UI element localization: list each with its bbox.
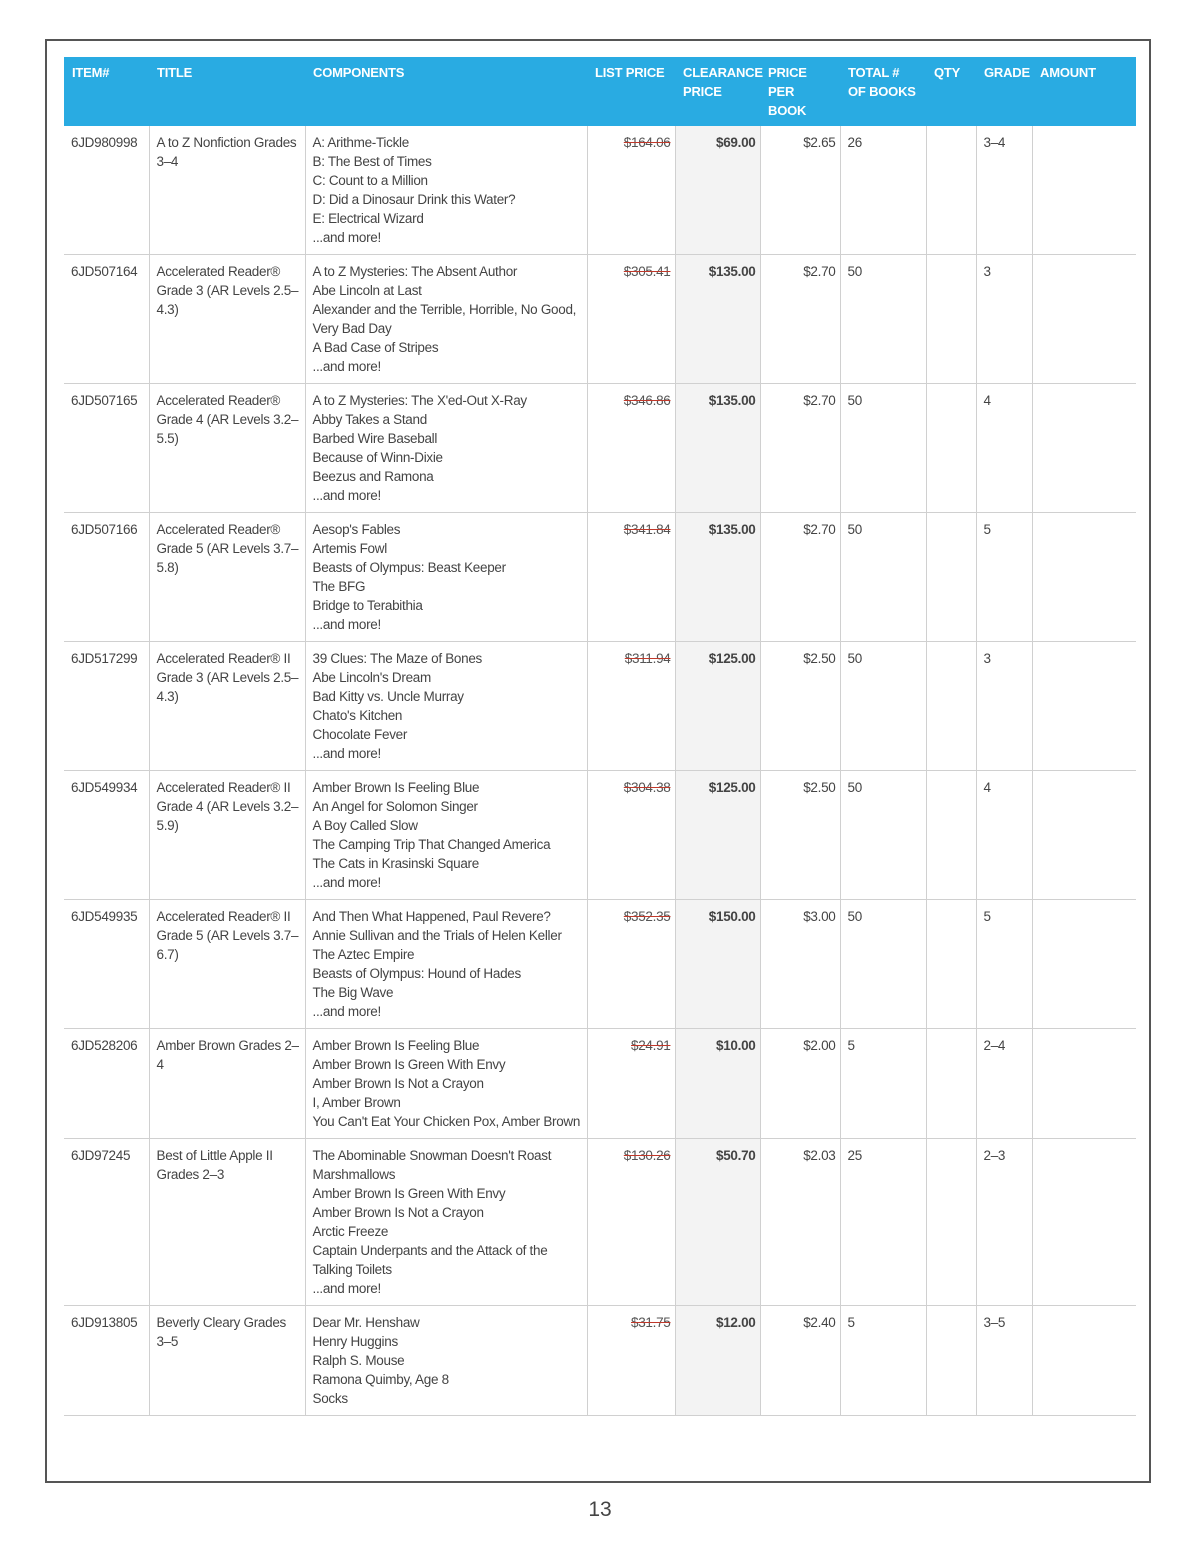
- component-item: D: Did a Dinosaur Drink this Water?: [312, 192, 516, 207]
- grade-cell: 5: [976, 900, 1032, 1029]
- catalog-table: [64, 57, 1136, 1416]
- amount-input-cell[interactable]: [1032, 1139, 1136, 1306]
- components-cell: [305, 255, 587, 384]
- component-item: Amber Brown Is Green With Envy: [312, 1057, 506, 1072]
- title-cell: Accelerated Reader® II Grade 5 (AR Levels 3.7–6.7): [149, 900, 305, 1029]
- list-price-cell: [587, 126, 675, 255]
- grade-cell: 3–4: [976, 126, 1032, 255]
- item-number-cell: 6JD549935: [64, 900, 149, 1029]
- title-cell: Accelerated Reader® Grade 5 (AR Levels 3.7–5.8): [149, 513, 305, 642]
- qty-input-cell[interactable]: [926, 642, 976, 771]
- qty-input-cell[interactable]: [926, 771, 976, 900]
- title-cell: Accelerated Reader® II Grade 4 (AR Levels 3.2–5.9): [149, 771, 305, 900]
- clearance-price-cell: $12.00: [675, 1306, 760, 1416]
- table-row: [64, 255, 1136, 384]
- component-item: Beasts of Olympus: Hound of Hades: [312, 966, 521, 981]
- item-number-cell: 6JD980998: [64, 126, 149, 255]
- component-item: You Can't Eat Your Chicken Pox, Amber Brown: [312, 1114, 581, 1129]
- clearance-price-cell: $69.00: [675, 126, 760, 255]
- component-item: ...and more!: [312, 746, 381, 761]
- component-item: Amber Brown Is Not a Crayon: [312, 1076, 484, 1091]
- component-item: Artemis Fowl: [312, 541, 387, 556]
- clearance-price-cell: $10.00: [675, 1029, 760, 1139]
- component-item: ...and more!: [312, 875, 381, 890]
- grade-cell: 5: [976, 513, 1032, 642]
- header-qty: QTY: [926, 57, 976, 126]
- component-item: C: Count to a Million: [312, 173, 428, 188]
- component-item: A to Z Mysteries: The Absent Author: [312, 264, 518, 279]
- component-item: Amber Brown Is Green With Envy: [312, 1186, 506, 1201]
- list-price-cell: [587, 1306, 675, 1416]
- clearance-price-cell: $135.00: [675, 384, 760, 513]
- component-item: Ramona Quimby, Age 8: [312, 1372, 449, 1387]
- component-item: Socks: [312, 1391, 348, 1406]
- component-item: Henry Huggins: [312, 1334, 398, 1349]
- component-item: Bad Kitty vs. Uncle Murray: [312, 689, 464, 704]
- component-item: E: Electrical Wizard: [312, 211, 424, 226]
- component-item: The Abominable Snowman Doesn't Roast Marshmallows: [312, 1148, 552, 1182]
- total-books-cell: 50: [840, 900, 926, 1029]
- header-item: ITEM#: [64, 57, 149, 126]
- component-item: Chato's Kitchen: [312, 708, 403, 723]
- amount-input-cell[interactable]: [1032, 1029, 1136, 1139]
- table-row: [64, 1029, 1136, 1139]
- list-price-strikethrough: $346.86: [623, 393, 671, 408]
- clearance-price-cell: $125.00: [675, 771, 760, 900]
- list-price-cell: [587, 642, 675, 771]
- list-price-strikethrough: $31.75: [631, 1315, 671, 1330]
- item-number-cell: 6JD517299: [64, 642, 149, 771]
- components-cell: [305, 900, 587, 1029]
- component-item: The Camping Trip That Changed America: [312, 837, 551, 852]
- total-books-cell: 50: [840, 255, 926, 384]
- grade-cell: 3–5: [976, 1306, 1032, 1416]
- component-item: ...and more!: [312, 488, 381, 503]
- components-cell: [305, 1139, 587, 1306]
- title-cell: Accelerated Reader® Grade 4 (AR Levels 3.2–5.5): [149, 384, 305, 513]
- table-row: [64, 771, 1136, 900]
- component-item: Annie Sullivan and the Trials of Helen Keller: [312, 928, 562, 943]
- component-item: Amber Brown Is Not a Crayon: [312, 1205, 484, 1220]
- price-per-book-cell: $2.03: [760, 1139, 840, 1306]
- table-row: [64, 642, 1136, 771]
- component-item: Abe Lincoln's Dream: [312, 670, 431, 685]
- list-price-strikethrough: $352.35: [623, 909, 671, 924]
- component-item: B: The Best of Times: [312, 154, 432, 169]
- component-item: Dear Mr. Henshaw: [312, 1315, 420, 1330]
- list-price-strikethrough: $24.91: [631, 1038, 671, 1053]
- page-number: 13: [588, 1498, 612, 1521]
- price-per-book-cell: $2.70: [760, 384, 840, 513]
- list-price-strikethrough: $341.84: [623, 522, 671, 537]
- price-per-book-cell: $3.00: [760, 900, 840, 1029]
- list-price-strikethrough: $311.94: [624, 651, 671, 666]
- list-price-strikethrough: $305.41: [623, 264, 671, 279]
- component-item: 39 Clues: The Maze of Bones: [312, 651, 483, 666]
- clearance-price-cell: $150.00: [675, 900, 760, 1029]
- list-price-cell: [587, 513, 675, 642]
- component-item: Because of Winn-Dixie: [312, 450, 443, 465]
- total-books-cell: 50: [840, 513, 926, 642]
- header-list-price: LIST PRICE: [587, 57, 675, 126]
- component-item: Captain Underpants and the Attack of the Talking Toilets: [312, 1243, 548, 1277]
- list-price-strikethrough: $164.06: [623, 135, 671, 150]
- list-price-strikethrough: $304.38: [623, 780, 671, 795]
- list-price-cell: [587, 1139, 675, 1306]
- amount-input-cell[interactable]: [1032, 255, 1136, 384]
- header-grade: GRADE: [976, 57, 1032, 126]
- price-per-book-cell: $2.50: [760, 771, 840, 900]
- total-books-cell: 50: [840, 642, 926, 771]
- qty-input-cell[interactable]: [926, 126, 976, 255]
- list-price-strikethrough: $130.26: [623, 1148, 671, 1163]
- component-item: An Angel for Solomon Singer: [312, 799, 478, 814]
- component-item: Amber Brown Is Feeling Blue: [312, 1038, 480, 1053]
- table-row: [64, 513, 1136, 642]
- component-item: Aesop's Fables: [312, 522, 401, 537]
- header-amount: AMOUNT: [1032, 57, 1136, 126]
- total-books-cell: 26: [840, 126, 926, 255]
- component-item: ...and more!: [312, 230, 381, 245]
- list-price-cell: [587, 900, 675, 1029]
- component-item: Abe Lincoln at Last: [312, 283, 422, 298]
- component-item: Ralph S. Mouse: [312, 1353, 405, 1368]
- title-cell: Accelerated Reader® II Grade 3 (AR Levels 2.5–4.3): [149, 642, 305, 771]
- table-header-row: [64, 57, 1136, 126]
- amount-input-cell[interactable]: [1032, 384, 1136, 513]
- title-cell: A to Z Nonfiction Grades 3–4: [149, 126, 305, 255]
- component-item: A Boy Called Slow: [312, 818, 418, 833]
- table-row: [64, 384, 1136, 513]
- price-per-book-cell: $2.70: [760, 255, 840, 384]
- total-books-cell: 50: [840, 771, 926, 900]
- component-item: A Bad Case of Stripes: [312, 340, 439, 355]
- header-price-per-book: PRICE PER BOOK: [760, 57, 840, 126]
- component-item: Beezus and Ramona: [312, 469, 434, 484]
- qty-input-cell[interactable]: [926, 384, 976, 513]
- amount-input-cell[interactable]: [1032, 1306, 1136, 1416]
- list-price-cell: [587, 255, 675, 384]
- components-cell: [305, 513, 587, 642]
- components-cell: [305, 1029, 587, 1139]
- grade-cell: 3: [976, 642, 1032, 771]
- qty-input-cell[interactable]: [926, 900, 976, 1029]
- component-item: A: Arithme-Tickle: [312, 135, 409, 150]
- grade-cell: 4: [976, 771, 1032, 900]
- qty-input-cell[interactable]: [926, 1139, 976, 1306]
- item-number-cell: 6JD913805: [64, 1306, 149, 1416]
- component-item: Bridge to Terabithia: [312, 598, 423, 613]
- total-books-cell: 50: [840, 384, 926, 513]
- clearance-price-cell: $135.00: [675, 255, 760, 384]
- header-total-books: TOTAL # OF BOOKS: [840, 57, 926, 126]
- item-number-cell: 6JD97245: [64, 1139, 149, 1306]
- amount-input-cell[interactable]: [1032, 642, 1136, 771]
- table-row: [64, 1306, 1136, 1416]
- component-item: Arctic Freeze: [312, 1224, 389, 1239]
- clearance-price-cell: $50.70: [675, 1139, 760, 1306]
- table-row: [64, 1139, 1136, 1306]
- total-books-cell: 5: [840, 1029, 926, 1139]
- list-price-cell: [587, 384, 675, 513]
- component-item: And Then What Happened, Paul Revere?: [312, 909, 551, 924]
- item-number-cell: 6JD507165: [64, 384, 149, 513]
- title-cell: Amber Brown Grades 2–4: [149, 1029, 305, 1139]
- header-components: COMPONENTS: [305, 57, 587, 126]
- components-cell: [305, 126, 587, 255]
- table-row: [64, 900, 1136, 1029]
- component-item: ...and more!: [312, 617, 381, 632]
- total-books-cell: 5: [840, 1306, 926, 1416]
- amount-input-cell[interactable]: [1032, 513, 1136, 642]
- component-item: The Big Wave: [312, 985, 394, 1000]
- grade-cell: 2–3: [976, 1139, 1032, 1306]
- component-item: Barbed Wire Baseball: [312, 431, 438, 446]
- component-item: The Cats in Krasinski Square: [312, 856, 479, 871]
- title-cell: Accelerated Reader® Grade 3 (AR Levels 2.5–4.3): [149, 255, 305, 384]
- item-number-cell: 6JD549934: [64, 771, 149, 900]
- title-cell: Best of Little Apple II Grades 2–3: [149, 1139, 305, 1306]
- price-per-book-cell: $2.65: [760, 126, 840, 255]
- grade-cell: 4: [976, 384, 1032, 513]
- qty-input-cell[interactable]: [926, 1306, 976, 1416]
- grade-cell: 2–4: [976, 1029, 1032, 1139]
- amount-input-cell[interactable]: [1032, 900, 1136, 1029]
- components-cell: [305, 384, 587, 513]
- component-item: Chocolate Fever: [312, 727, 408, 742]
- qty-input-cell[interactable]: [926, 513, 976, 642]
- clearance-price-cell: $135.00: [675, 513, 760, 642]
- component-item: The BFG: [312, 579, 366, 594]
- item-number-cell: 6JD507164: [64, 255, 149, 384]
- title-cell: Beverly Cleary Grades 3–5: [149, 1306, 305, 1416]
- components-cell: [305, 642, 587, 771]
- component-item: Alexander and the Terrible, Horrible, No Good, Very Bad Day: [312, 302, 577, 336]
- header-clearance-price: CLEARANCE PRICE: [675, 57, 760, 126]
- components-cell: [305, 1306, 587, 1416]
- component-item: ...and more!: [312, 1281, 381, 1296]
- table-body: [64, 126, 1136, 1416]
- component-item: A to Z Mysteries: The X'ed-Out X-Ray: [312, 393, 527, 408]
- grade-cell: 3: [976, 255, 1032, 384]
- total-books-cell: 25: [840, 1139, 926, 1306]
- component-item: Beasts of Olympus: Beast Keeper: [312, 560, 506, 575]
- qty-input-cell[interactable]: [926, 255, 976, 384]
- component-item: Abby Takes a Stand: [312, 412, 427, 427]
- component-item: Amber Brown Is Feeling Blue: [312, 780, 480, 795]
- amount-input-cell[interactable]: [1032, 126, 1136, 255]
- amount-input-cell[interactable]: [1032, 771, 1136, 900]
- qty-input-cell[interactable]: [926, 1029, 976, 1139]
- component-item: ...and more!: [312, 1004, 381, 1019]
- item-number-cell: 6JD528206: [64, 1029, 149, 1139]
- price-per-book-cell: $2.50: [760, 642, 840, 771]
- price-per-book-cell: $2.70: [760, 513, 840, 642]
- price-per-book-cell: $2.40: [760, 1306, 840, 1416]
- components-cell: [305, 771, 587, 900]
- list-price-cell: [587, 1029, 675, 1139]
- item-number-cell: 6JD507166: [64, 513, 149, 642]
- price-per-book-cell: $2.00: [760, 1029, 840, 1139]
- component-item: The Aztec Empire: [312, 947, 415, 962]
- table-row: [64, 126, 1136, 255]
- component-item: ...and more!: [312, 359, 381, 374]
- list-price-cell: [587, 771, 675, 900]
- component-item: I, Amber Brown: [312, 1095, 401, 1110]
- clearance-price-cell: $125.00: [675, 642, 760, 771]
- header-title: TITLE: [149, 57, 305, 126]
